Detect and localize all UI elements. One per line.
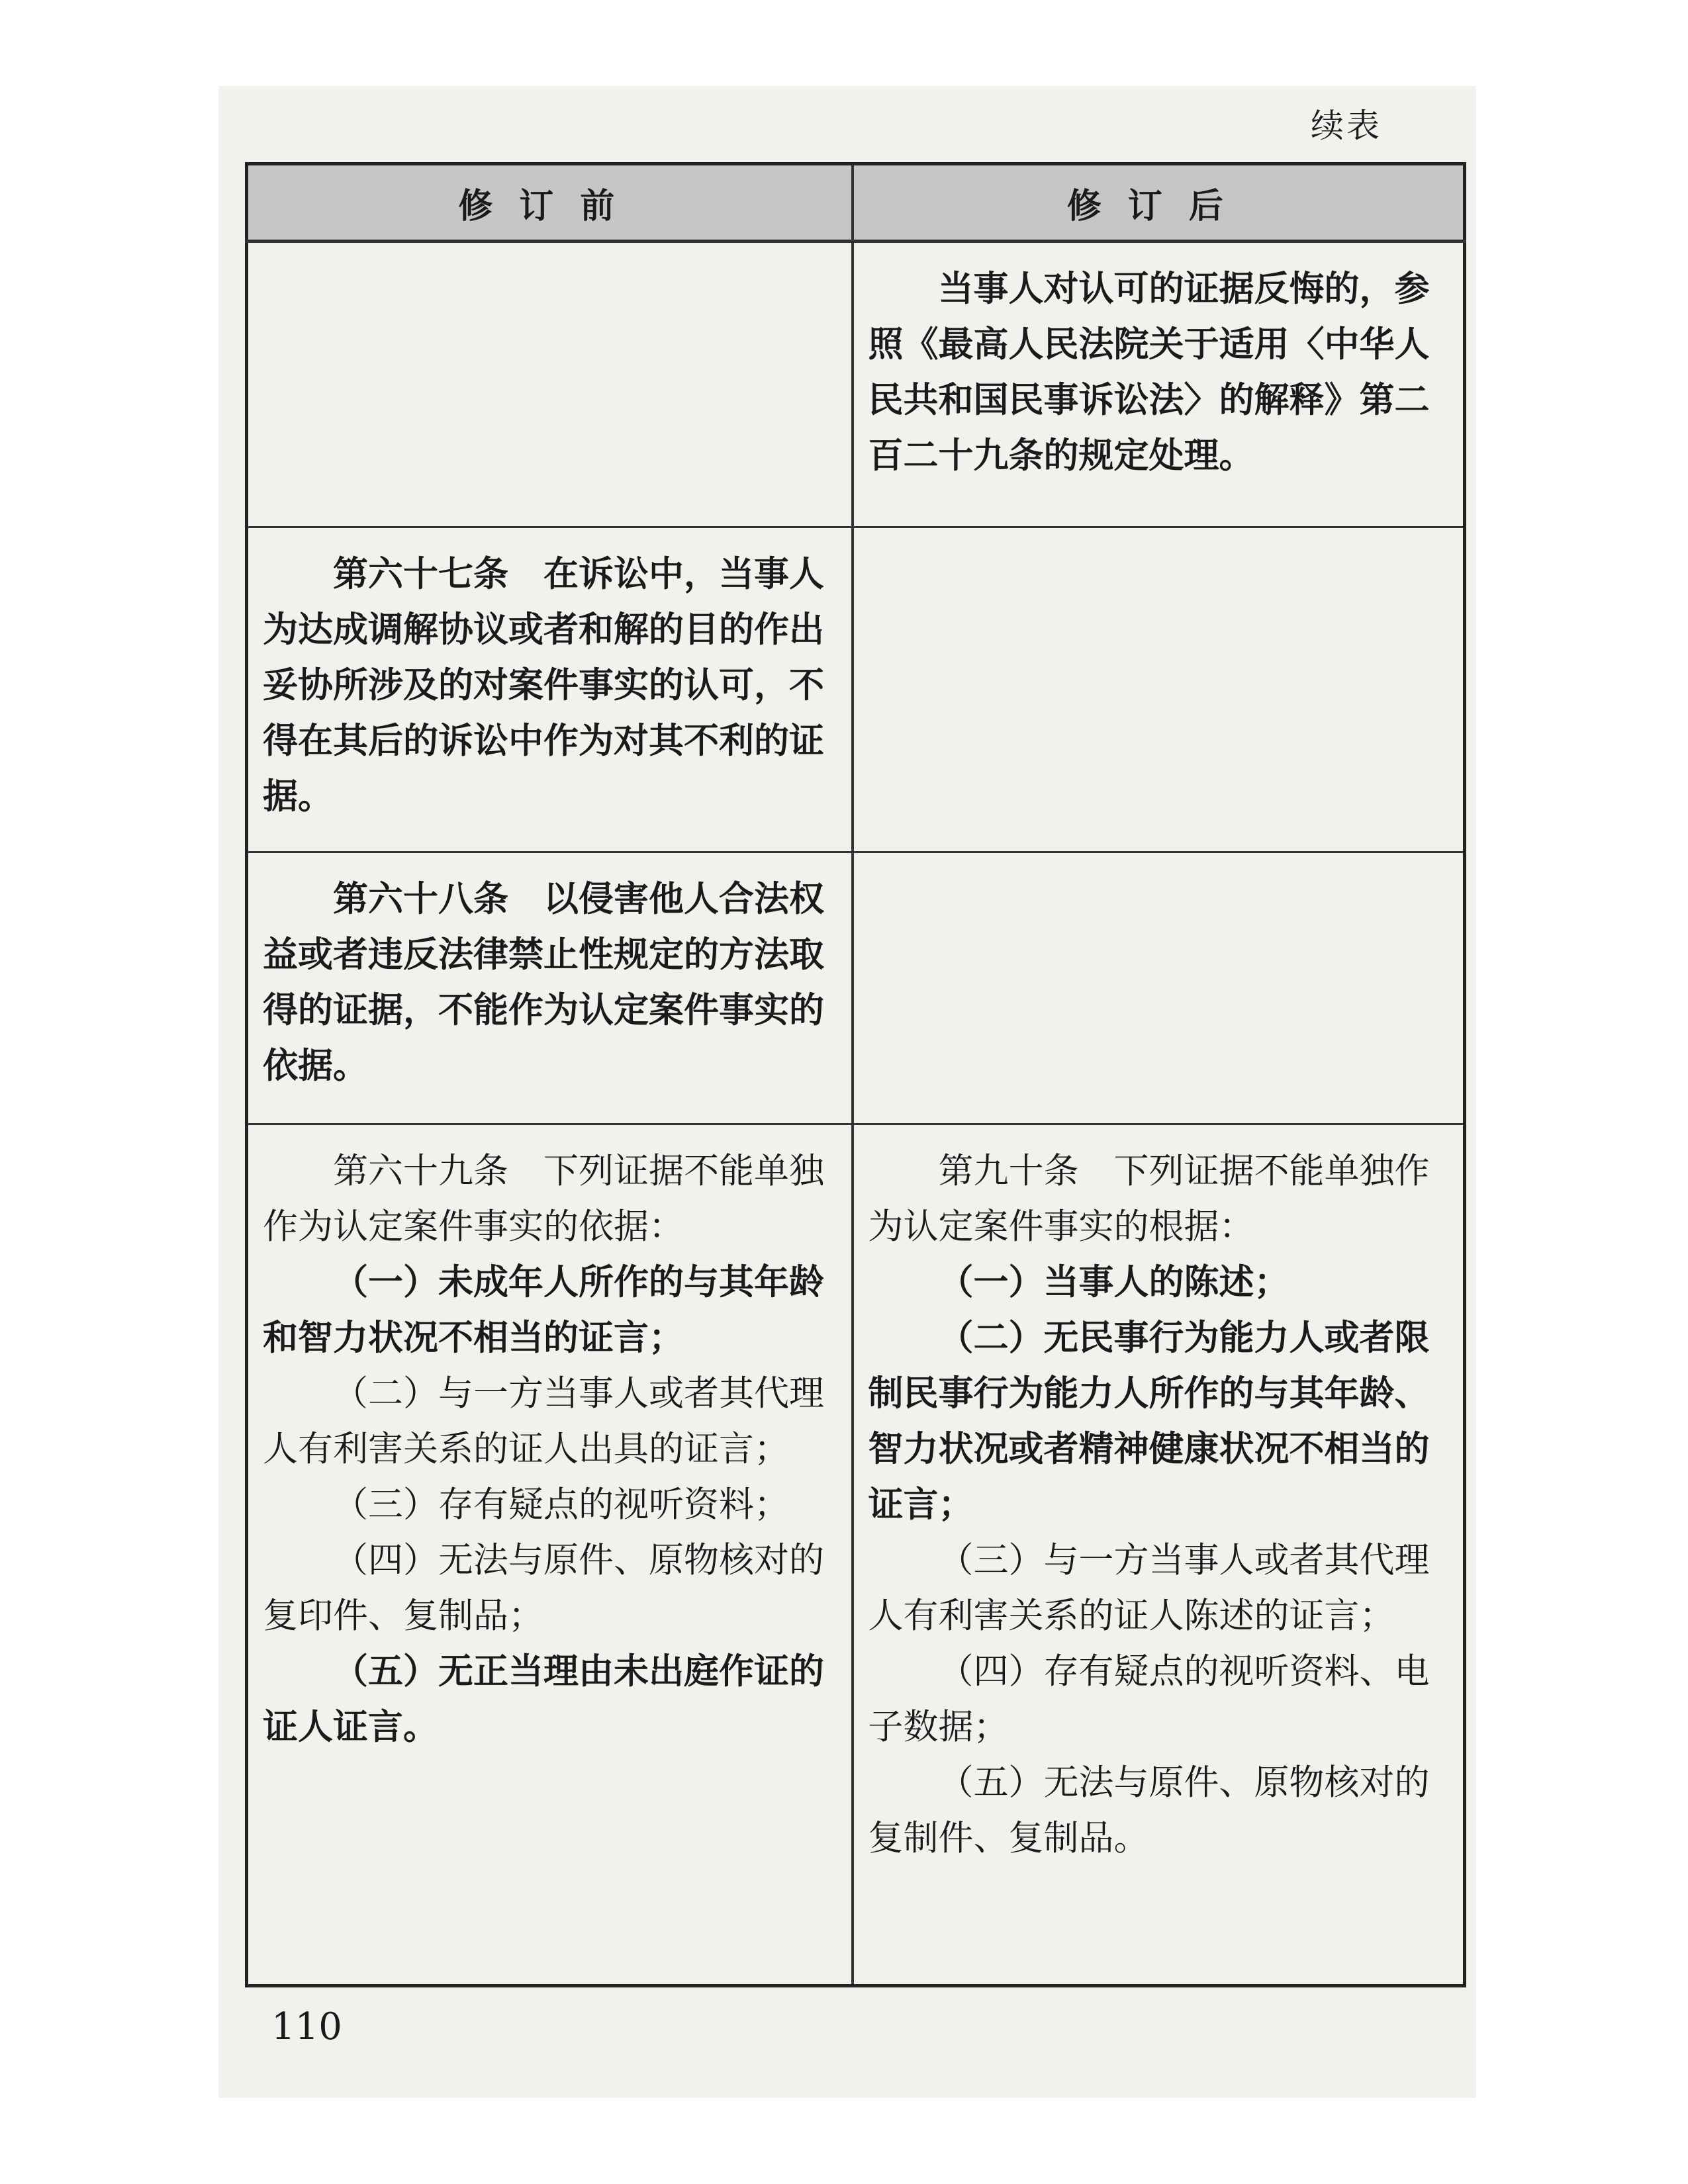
clause-paragraph: （二）无民事行为能力人或者限制民事行为能力人所作的与其年龄、智力状况或者精神健康状况不相当的证言； xyxy=(868,1318,1430,1525)
table-row xyxy=(247,1124,1465,1986)
clause-paragraph: （五）无正当理由未出庭作证的证人证言。 xyxy=(263,1651,824,1747)
clause-paragraph: 第六十七条 在诉讼中，当事人为达成调解协议或者和解的目的作出妥协所涉及的对案件事实的认可，不得在其后的诉讼中作为对其不利的证据。 xyxy=(263,554,824,817)
clause-paragraph: 第六十九条 下列证据不能单独作为认定案件事实的依据： xyxy=(263,1151,824,1247)
cell-after xyxy=(853,1124,1465,1986)
clause-paragraph: （二）与一方当事人或者其代理人有利害关系的证人出具的证言； xyxy=(263,1373,824,1469)
clause-paragraph: （五）无法与原件、原物核对的复制件、复制品。 xyxy=(868,1762,1430,1858)
clause-paragraph: 第六十八条 以侵害他人合法权益或者违反法律禁止性规定的方法取得的证据，不能作为认定案件事实的依据。 xyxy=(263,879,824,1086)
clause-paragraph: 当事人对认可的证据反悔的，参照《最高人民法院关于适用〈中华人民共和国民事诉讼法〉的解释》第二百二十九条的规定处理。 xyxy=(868,269,1430,476)
header-before: 修订前 xyxy=(247,164,853,242)
cell-before xyxy=(247,242,853,527)
table-row xyxy=(247,242,1465,527)
cell-after xyxy=(853,852,1465,1124)
clause-paragraph: （一）当事人的陈述； xyxy=(938,1262,1289,1302)
clause-paragraph: （四）存有疑点的视听资料、电子数据； xyxy=(868,1651,1430,1747)
clause-paragraph: 第九十条 下列证据不能单独作为认定案件事实的根据： xyxy=(868,1151,1430,1247)
cell-before xyxy=(247,1124,853,1986)
clause-paragraph: （一）未成年人所作的与其年龄和智力状况不相当的证言； xyxy=(263,1262,824,1358)
cell-before xyxy=(247,852,853,1124)
table-row xyxy=(247,527,1465,852)
continued-label: 续表 xyxy=(1311,107,1382,145)
comparison-table xyxy=(245,162,1466,1987)
header-after: 修订后 xyxy=(853,164,1465,242)
clause-paragraph: （三）存有疑点的视听资料； xyxy=(333,1484,789,1525)
page-number: 110 xyxy=(271,2005,342,2048)
clause-paragraph: （三）与一方当事人或者其代理人有利害关系的证人陈述的证言； xyxy=(868,1540,1430,1636)
clause-paragraph: （四）无法与原件、原物核对的复印件、复制品； xyxy=(263,1540,824,1636)
cell-after xyxy=(853,242,1465,527)
cell-before xyxy=(247,527,853,852)
cell-after xyxy=(853,527,1465,852)
table-row xyxy=(247,852,1465,1124)
